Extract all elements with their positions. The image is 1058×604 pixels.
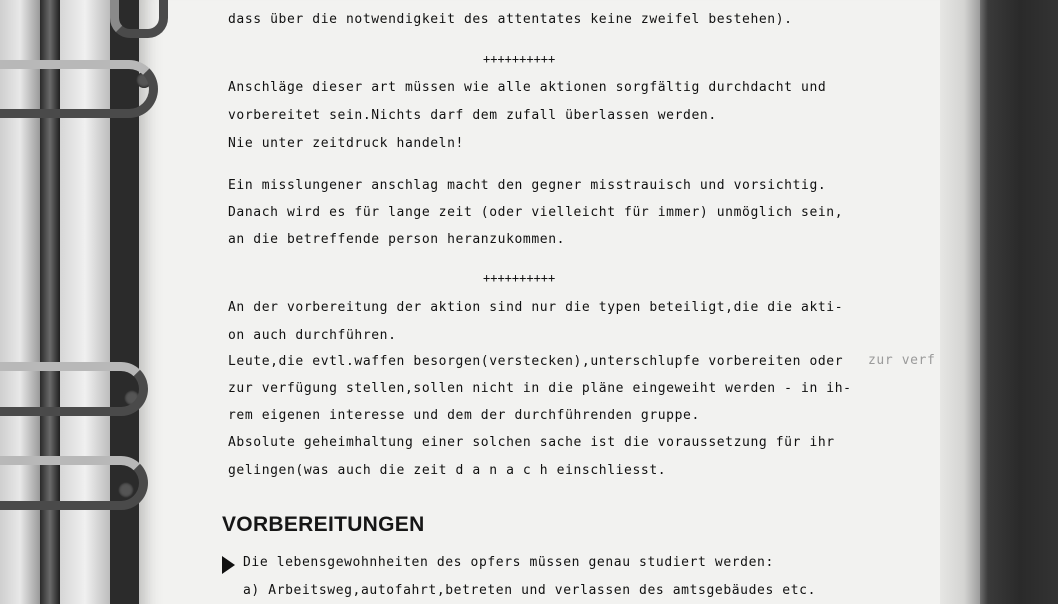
binder-ring	[0, 60, 158, 118]
text-line: dass über die notwendigkeit des attentates keine zweifel bestehen).	[228, 12, 793, 27]
text-line: gelingen(was auch die zeit d a n a c h einschliesst.	[228, 463, 667, 478]
binder-ring	[0, 456, 148, 510]
binder-ring	[110, 0, 168, 38]
text-line: An der vorbereitung der aktion sind nur die typen beteiligt,die die akti-	[228, 300, 844, 315]
text-line: Nie unter zeitdruck handeln!	[228, 136, 464, 151]
text-line: rem eigenen interesse und dem der durchführenden gruppe.	[228, 408, 700, 423]
separator: ++++++++++	[483, 52, 556, 66]
separator: ++++++++++	[483, 271, 556, 285]
text-line: Ein misslungener anschlag macht den gegner misstrauisch und vorsichtig.	[228, 178, 827, 193]
text-line: Leute,die evtl.waffen besorgen(verstecken),unterschlupfe vorbereiten oder	[228, 354, 844, 369]
margin-note: zur verf	[868, 353, 936, 368]
text-line: vorbereitet sein.Nichts darf dem zufall überlassen werden.	[228, 108, 717, 123]
text-line: Anschläge dieser art müssen wie alle aktionen sorgfältig durchdacht und	[228, 80, 827, 95]
text-line: an die betreffende person heranzukommen.	[228, 232, 566, 247]
binder-ring	[0, 362, 148, 416]
section-heading: VORBEREITUNGEN	[222, 513, 425, 536]
binder-cover-right	[980, 0, 1058, 604]
text-line: zur verfügung stellen,sollen nicht in die pläne eingeweiht werden - in ih-	[228, 381, 852, 396]
bullet-line: a) Arbeitsweg,autofahrt,betreten und verlassen des amtsgebäudes etc.	[243, 583, 817, 598]
bullet-line: Die lebensgewohnheiten des opfers müssen genau studiert werden:	[243, 555, 774, 570]
page-stack-edge	[940, 0, 980, 604]
bullet-arrow-icon	[222, 556, 235, 574]
text-line: Absolute geheimhaltung einer solchen sache ist die voraussetzung für ihr	[228, 435, 835, 450]
text-line: Danach wird es für lange zeit (oder vielleicht für immer) unmöglich sein,	[228, 205, 844, 220]
text-line: on auch durchführen.	[228, 328, 397, 343]
